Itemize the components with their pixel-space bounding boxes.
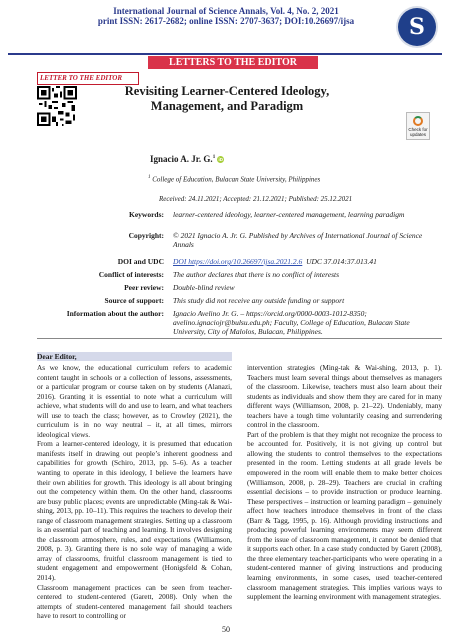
affiliation-text: College of Education, Bulacan State University, Philippines (152, 175, 321, 184)
paragraph: intervention strategies (Ming-tak & Wai-shing, 2013, p. 1). Teachers must learn several things about themselves as managers of the classroom. Likewise, teachers must also learn about their students as individuals and show them they are cared for in many different ways (Williamson, 2008, p. 21–22). Undeniably, many teachers have a tough time voluntarily ceasing and surrendering control in the classroom. (247, 363, 442, 430)
doi-label: DOI and UDC (117, 257, 164, 266)
title-line-1: Revisiting Learner-Centered Ideology, (124, 84, 330, 98)
journal-line-2: print ISSN: 2617-2682; online ISSN: 2707-3637; DOI:10.26697/ijsa (97, 16, 355, 26)
author-sup: 1 (212, 155, 216, 160)
body-left-column (37, 352, 232, 621)
badge-label: Check for updates (408, 127, 428, 137)
section-title: LETTERS TO THE EDITOR (148, 56, 318, 69)
meta-divider (37, 338, 442, 339)
journal-header (0, 6, 452, 26)
copyright-value: © 2021 Ignacio A. Jr. G. Published by Archives of International Journal of Science Annals (173, 231, 423, 249)
affiliation-sup: 1 (148, 175, 151, 180)
keywords-label: Keywords: (129, 210, 164, 219)
paragraph: From a learner-centered ideology, it is presumed that education manifests itself in drawing out people’s inherent goodness and capabilities for growth (Schiro, 2013, pp. 5–6). As a teacher wanting to operate in this ideology, I believe the learners have their own abilities for growth. This ideology is all about bringing out the competency within them. On the other hand, classrooms are busy public places; events are unpredictable (Ming-tak & Wai-shing, 2013, pp. 10–11). This requires the teachers to develop their range of classroom management strategies. Setting up a classroom is an essential part of teaching and learning. It involves designing the classroom atmosphere, rules, and expectations (Williamson, 2008, p. 3). Granting there is no sole way of managing a wide array of classrooms, fruitful classroom management is tied to student engagement and empowerment (Honigsfeld & Cohan, 2014). (37, 439, 232, 583)
article-title (107, 84, 347, 114)
author-info-label: Information about the author: (66, 309, 164, 318)
paragraph: Classroom management practices can be seen from teacher-centered to student-centered (Garett, 2008). Only when the attempts of student-centered management fail should teachers have to resort to controlling or (37, 582, 232, 621)
title-line-2: Management, and Paradigm (150, 99, 304, 113)
body-right-column (247, 363, 442, 602)
logo-glyph: S (409, 14, 425, 40)
keywords-value: learner-centered ideology, learner-centered management, learning paradigm (173, 210, 405, 219)
support-value: This study did not receive any outside funding or support (173, 296, 345, 305)
udc-value: UDC 37.014:37.013.41 (306, 257, 377, 266)
author-name: Ignacio A. Jr. G. (150, 154, 213, 164)
doi-value (173, 257, 438, 266)
article-dates: Received: 24.11.2021; Accepted: 21.12.2021; Published: 25.12.2021 (159, 195, 353, 203)
update-icon (413, 116, 423, 126)
review-label: Peer review: (124, 283, 164, 292)
conflict-label: Conflict of interests: (98, 270, 164, 279)
journal-logo (398, 8, 436, 46)
salutation: Dear Editor, (37, 352, 232, 361)
article-type-tag: LETTER TO THE EDITOR (37, 72, 139, 85)
author-line (150, 154, 224, 164)
check-for-updates-badge[interactable] (406, 112, 430, 140)
header-rule (8, 53, 442, 55)
page-number: 50 (222, 625, 230, 634)
conflict-value: The author declares that there is no conflict of interests (173, 270, 340, 279)
journal-line-1: International Journal of Science Annals, Vol. 4, No. 2, 2021 (113, 6, 339, 16)
affiliation (148, 175, 320, 183)
orcid-icon[interactable]: iD (218, 157, 223, 162)
support-label: Source of support: (104, 296, 164, 305)
author-info-value: Ignacio Avelino Jr. G. – https://orcid.org/0000-0003-1012-8350; avelino.ignaciojr@bulsu.edu.ph; Faculty, College of Education, Bulacan State University, City of Malolos, Bulacan, Philippines. (173, 309, 410, 336)
paragraph: As we know, the educational curriculum refers to academic content taught in schools or a collection of lessons, assessments, or a particular program or course taken on by students (Alanazi, 2016). Granting it is essential to note what a curriculum will achieve, what students will do and use to learn, and what teachers will use to teach the class; however, as to Crowley (2021), the curriculum is in no way neutral – it, at all times, mirrors ideological views. (37, 363, 232, 439)
review-value: Double-blind review (173, 283, 235, 292)
paragraph: Part of the problem is that they might not recognize the process to be accounted for. Positively, it is not giving up control but allowing the students to control themselves to the expectations presented in the room. Letting students at all grade levels be empowered in the room will enable them to make better choices (Williamson, 2008, p. 28–29). Teachers are crucial in crafting essential decisions – to provide instruction or produce learning. These perspectives – instruction or learning paradigm – genuinely affect how teachers introduce themselves in front of the class (Barr & Tagg, 1995, p. 16). Although providing instructions and producing powerful learning environments may seem different from the issue of classroom management, it cannot be denied that it supports each other. In a case study conducted by Garett (2008), the three elementary teacher-participants who were operating in a student-centered manner of giving instructions and producing learning environments, in some cases, used teacher-centered classroom management strategies. This implies various ways to supplement the learning environment with management strategies. (247, 429, 442, 602)
copyright-label: Copyright: (128, 231, 164, 240)
doi-link[interactable]: DOI https://doi.org/10.26697/ijsa.2021.2.6 (173, 257, 303, 266)
qr-code-icon (37, 86, 77, 126)
